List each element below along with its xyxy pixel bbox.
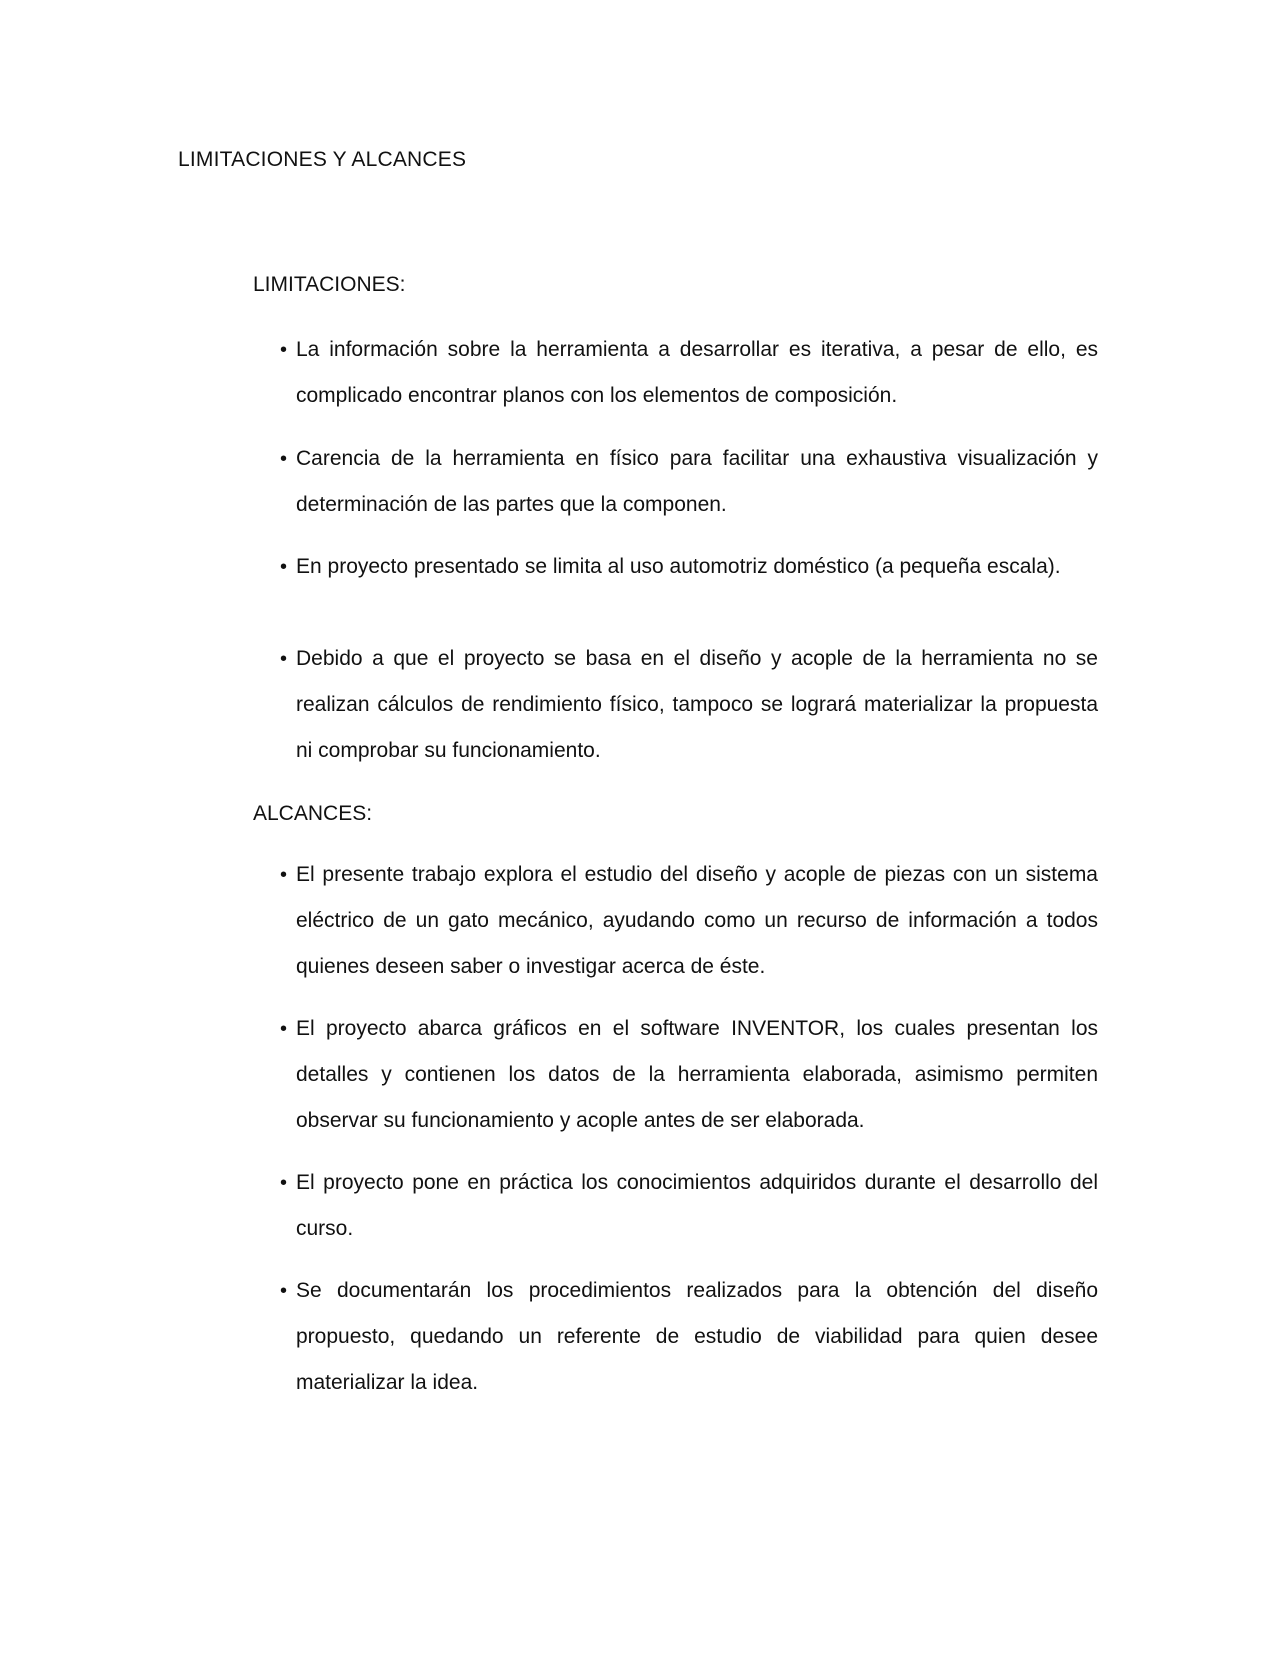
bullet-icon: •: [280, 648, 288, 670]
bullet-icon: •: [280, 448, 288, 470]
document-title: LIMITACIONES Y ALCANCES: [178, 148, 467, 171]
limitation-text: La información sobre la herramienta a desarrollar es iterativa, a pesar de ello, es complicado encontrar planos con los elementos de composición.: [296, 338, 1098, 407]
limitation-item: [280, 436, 1098, 528]
scope-item: [280, 1160, 1098, 1252]
limitations-heading: LIMITACIONES:: [253, 273, 406, 296]
scope-heading: ALCANCES:: [253, 802, 373, 825]
scope-text: El proyecto abarca gráficos en el software INVENTOR, los cuales presentan los detalles y contienen los datos de la herramienta elaborada, asimismo permiten observar su funcionamiento y acople antes de ser elaborada.: [296, 1017, 1098, 1132]
scope-text: Se documentarán los procedimientos realizados para la obtención del diseño propuesto, quedando un referente de estudio de viabilidad para quien desee materializar la idea.: [296, 1279, 1098, 1394]
limitation-item: [280, 544, 1098, 590]
scope-text: El proyecto pone en práctica los conocimientos adquiridos durante el desarrollo del curso.: [296, 1171, 1098, 1240]
bullet-icon: •: [280, 1172, 288, 1194]
scope-item: [280, 1006, 1098, 1144]
scope-item: [280, 852, 1098, 990]
bullet-icon: •: [280, 339, 288, 361]
scope-item: [280, 1268, 1098, 1406]
scope-text: El presente trabajo explora el estudio del diseño y acople de piezas con un sistema eléctrico de un gato mecánico, ayudando como un recurso de información a todos quienes deseen saber o investigar acerca de éste.: [296, 863, 1098, 978]
limitation-text: Debido a que el proyecto se basa en el diseño y acople de la herramienta no se realizan cálculos de rendimiento físico, tampoco se logrará materializar la propuesta ni comprobar su funcionamiento.: [296, 647, 1098, 762]
bullet-icon: •: [280, 1280, 288, 1302]
bullet-icon: •: [280, 864, 288, 886]
bullet-icon: •: [280, 1018, 288, 1040]
limitation-item: [280, 636, 1098, 774]
bullet-icon: •: [280, 556, 288, 578]
limitation-item: [280, 327, 1098, 419]
limitation-text: Carencia de la herramienta en físico para facilitar una exhaustiva visualización y determinación de las partes que la componen.: [296, 447, 1098, 516]
limitation-text: En proyecto presentado se limita al uso automotriz doméstico (a pequeña escala).: [296, 555, 1061, 578]
